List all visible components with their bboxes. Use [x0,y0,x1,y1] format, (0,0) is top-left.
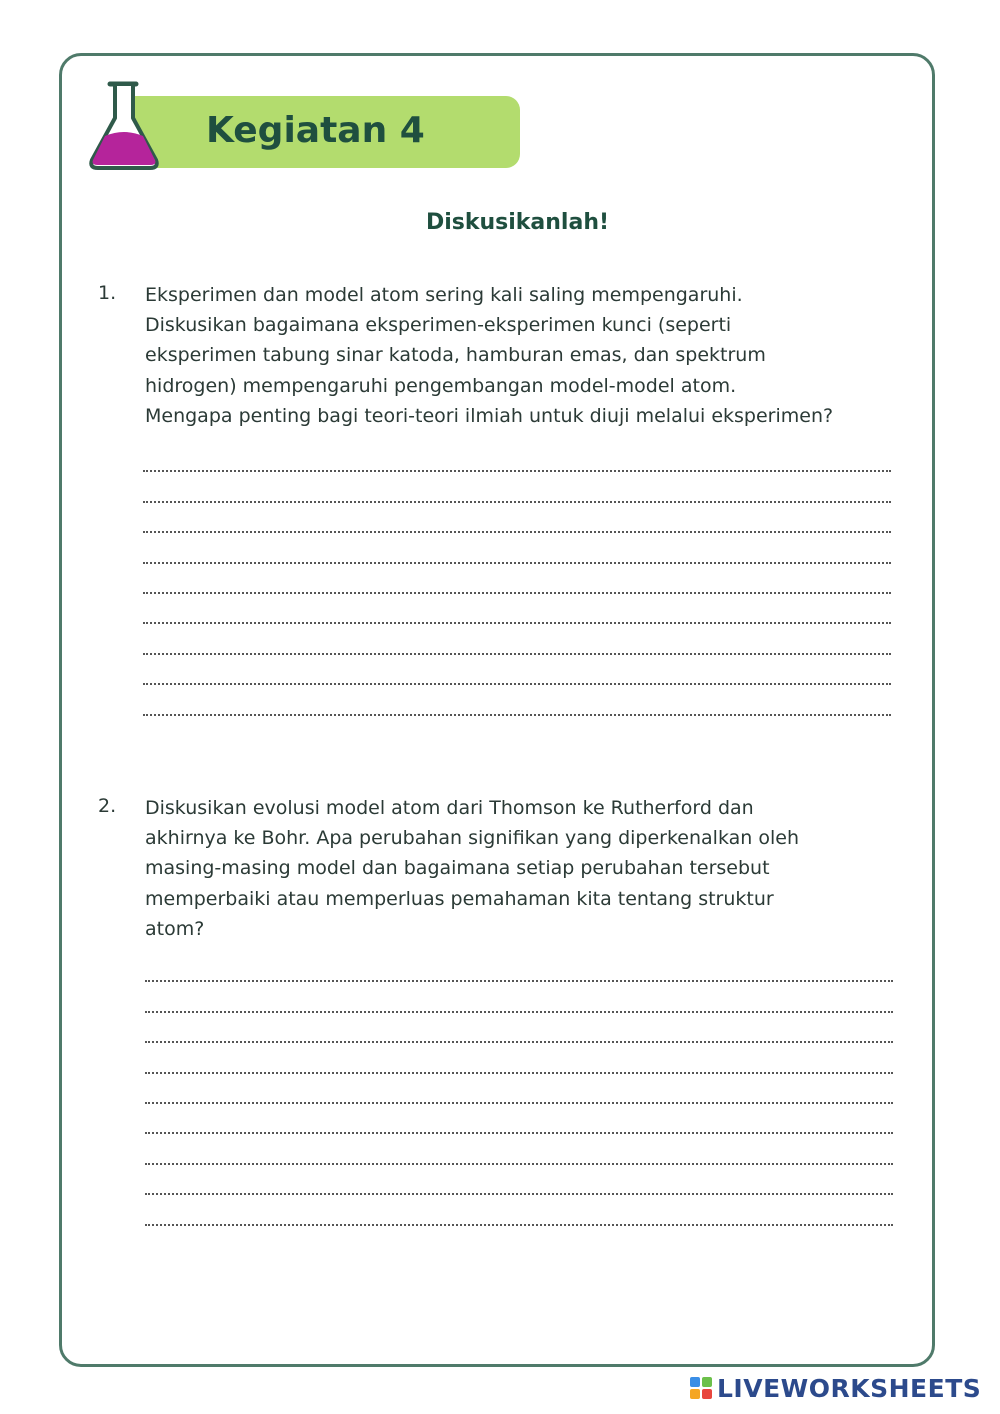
answer-line[interactable] [143,503,891,533]
answer-line[interactable] [145,1074,893,1104]
answer-line[interactable] [143,472,891,502]
section-heading: Diskusikanlah! [425,210,610,235]
question-line: Diskusikan evolusi model atom dari Thomson ke Rutherford dan [145,797,754,819]
answer-line[interactable] [143,533,891,563]
answer-line[interactable] [145,952,893,982]
liveworksheets-logo [690,1374,981,1402]
question-text [145,793,905,944]
answer-area[interactable] [143,442,891,716]
answer-line[interactable] [143,624,891,654]
question-line: Eksperimen dan model atom sering kali saling mempengaruhi. [145,284,743,306]
answer-line[interactable] [145,1043,893,1073]
question-number: 2. [98,795,117,817]
answer-line[interactable] [145,1134,893,1164]
answer-area[interactable] [145,952,893,1226]
answer-line[interactable] [143,655,891,685]
answer-line[interactable] [145,1013,893,1043]
logo-text: LIVEWORKSHEETS [717,1373,982,1403]
answer-line[interactable] [143,594,891,624]
question-text [145,280,905,431]
answer-line[interactable] [145,1165,893,1195]
question-line: memperbaiki atau memperluas pemahaman kita tentang struktur [145,887,774,910]
question-line: masing-masing model dan bagaimana setiap perubahan tersebut [145,857,770,880]
question-line: eksperimen tabung sinar katoda, hamburan emas, dan spektrum [145,344,766,367]
page-title: Kegiatan 4 [206,110,425,151]
question-line: hidrogen) mempengaruhi pengembangan model-model atom. [145,374,737,397]
answer-line[interactable] [145,982,893,1012]
answer-line[interactable] [143,685,891,715]
question-number: 1. [98,282,117,304]
question-line: atom? [145,917,205,940]
logo-mark-icon [690,1377,712,1399]
question-line: Diskusikan bagaimana eksperimen-eksperimen kunci (seperti [145,314,732,337]
question-line: akhirnya ke Bohr. Apa perubahan signifikan yang diperkenalkan oleh [145,827,799,850]
question-line: Mengapa penting bagi teori-teori ilmiah untuk diuji melalui eksperimen? [145,404,834,427]
flask-icon [86,80,162,174]
answer-line[interactable] [143,564,891,594]
answer-line[interactable] [143,442,891,472]
answer-line[interactable] [145,1104,893,1134]
answer-line[interactable] [145,1195,893,1225]
